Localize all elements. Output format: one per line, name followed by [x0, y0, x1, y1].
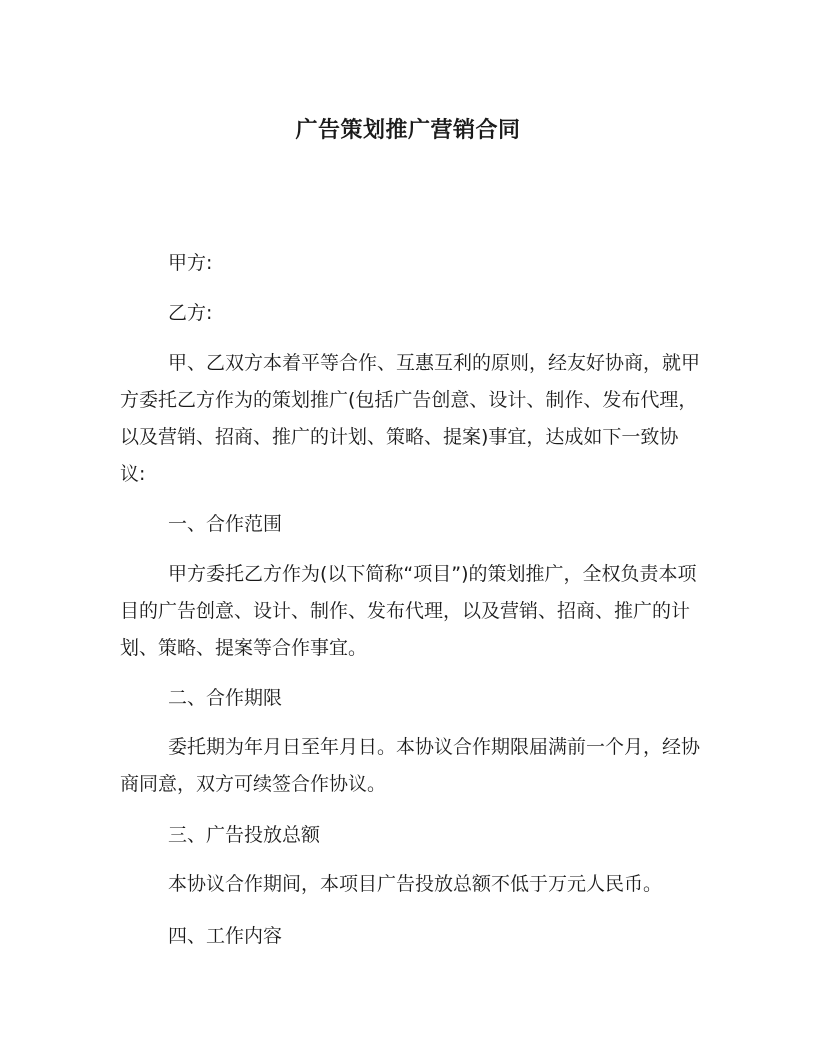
- section-heading-scope: 一、合作范围: [168, 513, 283, 535]
- party-b-label: 乙方:: [168, 302, 213, 324]
- section-body-term: 委托期为年月日至年月日。本协议合作期限届满前一个月，经协商同意，双方可续签合作协议。: [120, 736, 701, 795]
- section-body-budget: 本协议合作期间，本项目广告投放总额不低于万元人民币。: [168, 873, 663, 895]
- document-title: 广告策划推广营销合同: [295, 118, 521, 143]
- intro-paragraph: 甲、乙双方本着平等合作、互惠互利的原则，经友好协商，就甲方委托乙方作为的策划推广(包括广告创意、设计、制作、发布代理，以及营销、招商、推广的计划、策略、提案)事宜，达成如下一致协议:: [120, 352, 701, 485]
- section-heading-work: 四、工作内容: [168, 925, 283, 947]
- section-heading-budget: 三、广告投放总额: [168, 824, 321, 846]
- section-body-scope: 甲方委托乙方作为(以下简称“项目”)的策划推广，全权负责本项目的广告创意、设计、制作、发布代理，以及营销、招商、推广的计划、策略、提案等合作事宜。: [120, 563, 697, 659]
- party-a-label: 甲方:: [168, 252, 213, 274]
- section-heading-term: 二、合作期限: [168, 687, 283, 709]
